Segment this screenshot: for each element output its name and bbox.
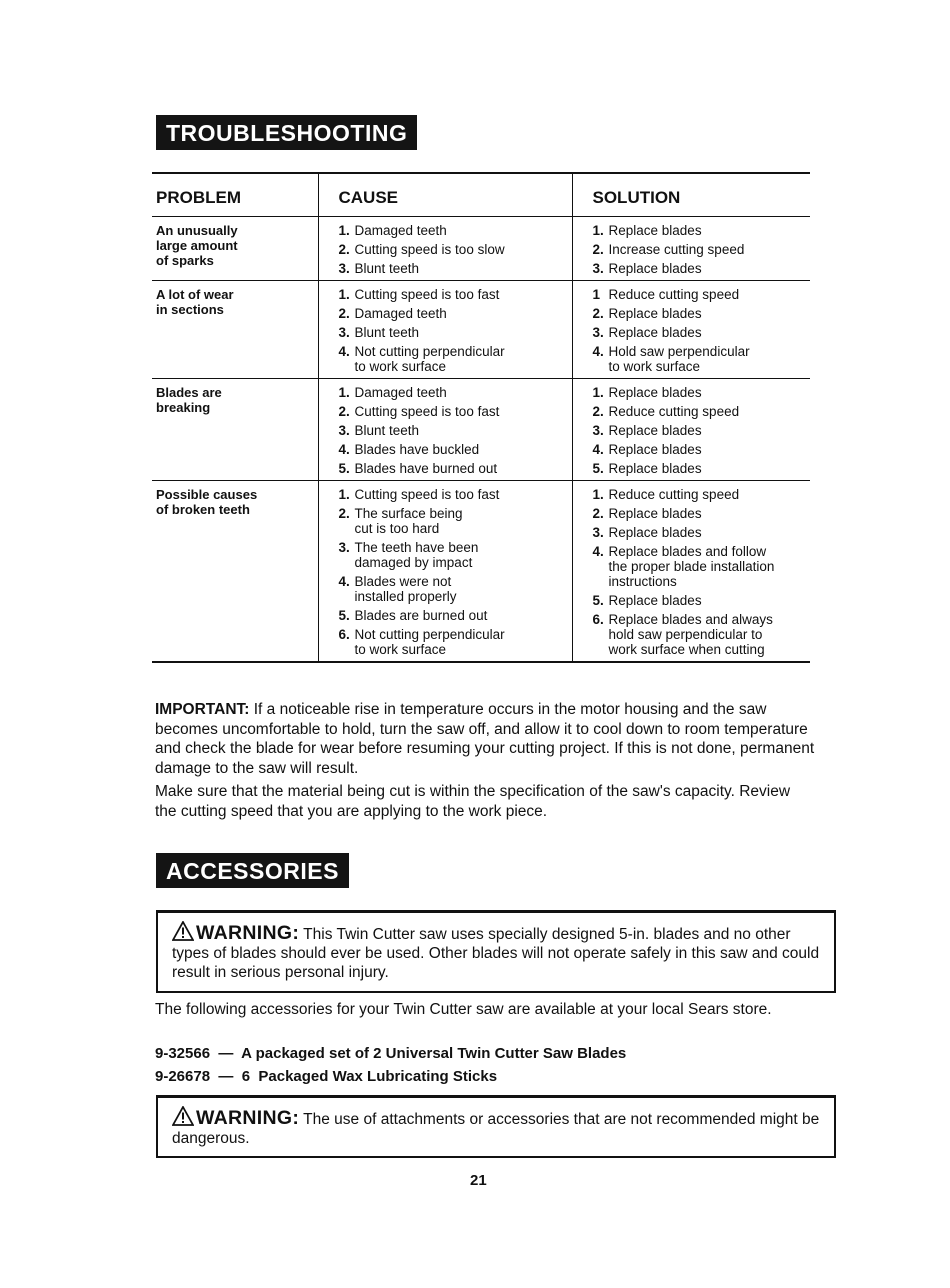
cause-cell xyxy=(318,281,572,379)
item-text: Damaged teeth xyxy=(354,223,447,238)
item-number: 2. xyxy=(592,404,604,419)
problem-cell: An unusually large amount of sparks xyxy=(152,217,318,281)
accessory-part-wax-sticks: 9-26678 — 6 Packaged Wax Lubricating Sticks xyxy=(155,1068,498,1085)
solution-item xyxy=(593,287,811,302)
item-number: 2. xyxy=(338,404,350,419)
cause-list xyxy=(339,287,572,374)
item-number: 1. xyxy=(592,487,604,502)
solution-item xyxy=(593,223,811,238)
item-number: 5. xyxy=(592,593,604,608)
item-text: Damaged teeth xyxy=(354,306,447,321)
solution-item xyxy=(593,442,811,457)
solution-item xyxy=(593,344,811,374)
solution-list xyxy=(593,385,811,476)
item-text: Blades are burned out xyxy=(354,608,488,623)
cause-item xyxy=(339,325,572,340)
item-number: 1 xyxy=(592,287,601,302)
warning-triangle-icon xyxy=(172,921,194,941)
item-text: Blunt teeth xyxy=(354,423,420,438)
table-row xyxy=(152,281,810,379)
cause-item xyxy=(339,627,572,657)
item-text: The surface being cut is too hard xyxy=(354,506,463,536)
attachments-warning-box xyxy=(156,1095,836,1158)
page-number: 21 xyxy=(470,1172,487,1189)
item-text: Blunt teeth xyxy=(354,261,420,276)
troubleshooting-heading: TROUBLESHOOTING xyxy=(156,115,417,150)
item-text: Reduce cutting speed xyxy=(608,487,740,502)
item-number: 4. xyxy=(592,544,604,559)
item-text: Replace blades xyxy=(608,423,702,438)
warning-triangle-icon xyxy=(172,1106,194,1126)
solution-cell xyxy=(572,217,810,281)
troubleshooting-rows xyxy=(152,217,810,663)
item-number: 3. xyxy=(592,525,604,540)
problem-cell: Possible causes of broken teeth xyxy=(152,481,318,663)
item-number: 1. xyxy=(338,287,350,302)
item-text: Increase cutting speed xyxy=(608,242,745,257)
item-number: 3. xyxy=(592,261,604,276)
item-text: Cutting speed is too fast xyxy=(354,487,500,502)
item-text: Blades have burned out xyxy=(354,461,498,476)
item-number: 3. xyxy=(338,423,350,438)
item-number: 3. xyxy=(338,261,350,276)
solution-item xyxy=(593,612,811,657)
item-text: Replace blades xyxy=(608,385,702,400)
cause-cell xyxy=(318,379,572,481)
solution-cell xyxy=(572,281,810,379)
solution-item xyxy=(593,423,811,438)
table-row xyxy=(152,217,810,281)
cause-item xyxy=(339,540,572,570)
solution-list xyxy=(593,287,811,374)
item-number: 2. xyxy=(592,242,604,257)
item-text: Replace blades xyxy=(608,525,702,540)
solution-item xyxy=(593,487,811,502)
item-number: 5. xyxy=(338,461,350,476)
item-text: Hold saw perpendicular to work surface xyxy=(608,344,750,374)
table-header-row xyxy=(152,173,810,217)
capacity-note: Make sure that the material being cut is within the specification of the saw's capacity. Review the cutting speed that you are applying to the work piece. xyxy=(155,783,791,820)
cause-item xyxy=(339,242,572,257)
solution-item xyxy=(593,461,811,476)
cause-item xyxy=(339,261,572,276)
item-text: Replace blades xyxy=(608,306,702,321)
cause-item xyxy=(339,461,572,476)
solution-item xyxy=(593,242,811,257)
item-number: 3. xyxy=(592,325,604,340)
cause-cell xyxy=(318,481,572,663)
item-number: 5. xyxy=(338,608,350,623)
cause-item xyxy=(339,287,572,302)
cause-cell xyxy=(318,217,572,281)
cause-item xyxy=(339,306,572,321)
item-text: Reduce cutting speed xyxy=(608,287,740,302)
blade-warning-box xyxy=(156,910,836,993)
item-text: The teeth have been damaged by impact xyxy=(354,540,479,570)
problem-cell: Blades are breaking xyxy=(152,379,318,481)
cause-list xyxy=(339,385,572,476)
accessory-part-blades: 9-32566 — A packaged set of 2 Universal Twin Cutter Saw Blades xyxy=(155,1045,627,1062)
solution-item xyxy=(593,525,811,540)
item-number: 2. xyxy=(592,306,604,321)
item-number: 2. xyxy=(338,306,350,321)
solution-item xyxy=(593,385,811,400)
table-row xyxy=(152,481,810,663)
item-text: Cutting speed is too slow xyxy=(354,242,505,257)
important-text: If a noticeable rise in temperature occurs in the motor housing and the saw becomes uncomfortable to hold, turn the saw off, and allow it to cool down to room temperature and check the blade for wear before resuming your cutting project. If this is not done, permanent damage to the saw will result. xyxy=(155,701,815,777)
item-text: Blunt teeth xyxy=(354,325,420,340)
cause-item xyxy=(339,385,572,400)
solution-item xyxy=(593,261,811,276)
item-number: 4. xyxy=(338,442,350,457)
item-text: Blades were not installed properly xyxy=(354,574,457,604)
cause-item xyxy=(339,442,572,457)
cause-item xyxy=(339,608,572,623)
warning-text: This Twin Cutter saw uses specially designed 5-in. blades and no other types of blades should ever be used. Other blades will not operate safely in this saw and could result in serious personal injury. xyxy=(172,926,820,981)
solution-list xyxy=(593,223,811,276)
item-number: 5. xyxy=(592,461,604,476)
solution-cell xyxy=(572,379,810,481)
item-text: Blades have buckled xyxy=(354,442,480,457)
item-text: Replace blades and follow the proper blade installation instructions xyxy=(608,544,775,589)
item-text: Replace blades and always hold saw perpendicular to work surface when cutting xyxy=(608,612,773,657)
item-number: 4. xyxy=(592,442,604,457)
item-text: Damaged teeth xyxy=(354,385,447,400)
item-text: Replace blades xyxy=(608,461,702,476)
item-number: 1. xyxy=(338,223,350,238)
accessories-intro: The following accessories for your Twin Cutter saw are available at your local Sears store. xyxy=(155,1001,772,1018)
cause-item xyxy=(339,574,572,604)
solution-item xyxy=(593,544,811,589)
header-problem: PROBLEM xyxy=(152,173,318,217)
solution-item xyxy=(593,404,811,419)
item-text: Not cutting perpendicular to work surface xyxy=(354,344,505,374)
cause-item xyxy=(339,404,572,419)
important-label: IMPORTANT: xyxy=(155,701,250,718)
warning-label: WARNING: xyxy=(196,1107,300,1129)
cause-item xyxy=(339,423,572,438)
item-number: 6. xyxy=(592,612,604,627)
item-text: Reduce cutting speed xyxy=(608,404,740,419)
cause-item xyxy=(339,223,572,238)
problem-cell: A lot of wear in sections xyxy=(152,281,318,379)
item-number: 1. xyxy=(338,385,350,400)
item-text: Cutting speed is too fast xyxy=(354,404,500,419)
item-text: Replace blades xyxy=(608,325,702,340)
item-number: 3. xyxy=(338,540,350,555)
table-row xyxy=(152,379,810,481)
cause-item xyxy=(339,487,572,502)
item-number: 3. xyxy=(592,423,604,438)
item-text: Replace blades xyxy=(608,223,702,238)
item-text: Replace blades xyxy=(608,506,702,521)
item-number: 4. xyxy=(592,344,604,359)
header-solution: SOLUTION xyxy=(572,173,810,217)
cause-list xyxy=(339,223,572,276)
item-text: Cutting speed is too fast xyxy=(354,287,500,302)
solution-item xyxy=(593,325,811,340)
item-number: 3. xyxy=(338,325,350,340)
item-text: Replace blades xyxy=(608,442,702,457)
item-number: 4. xyxy=(338,574,350,589)
item-text: Not cutting perpendicular to work surface xyxy=(354,627,505,657)
troubleshooting-table xyxy=(152,172,810,663)
item-number: 2. xyxy=(338,506,350,521)
header-cause: CAUSE xyxy=(318,173,572,217)
warning-label: WARNING: xyxy=(196,922,300,944)
cause-item xyxy=(339,506,572,536)
warning-text: The use of attachments or accessories that are not recommended might be dangerous. xyxy=(172,1111,820,1147)
solution-cell xyxy=(572,481,810,663)
item-number: 1. xyxy=(592,223,604,238)
item-number: 2. xyxy=(338,242,350,257)
cause-item xyxy=(339,344,572,374)
solution-item xyxy=(593,593,811,608)
solution-item xyxy=(593,506,811,521)
item-number: 1. xyxy=(592,385,604,400)
item-number: 6. xyxy=(338,627,350,642)
item-number: 1. xyxy=(338,487,350,502)
important-note xyxy=(155,700,815,778)
item-number: 2. xyxy=(592,506,604,521)
item-text: Replace blades xyxy=(608,261,702,276)
accessories-heading: ACCESSORIES xyxy=(156,853,349,888)
cause-list xyxy=(339,487,572,657)
solution-item xyxy=(593,306,811,321)
item-number: 4. xyxy=(338,344,350,359)
item-text: Replace blades xyxy=(608,593,702,608)
solution-list xyxy=(593,487,811,657)
